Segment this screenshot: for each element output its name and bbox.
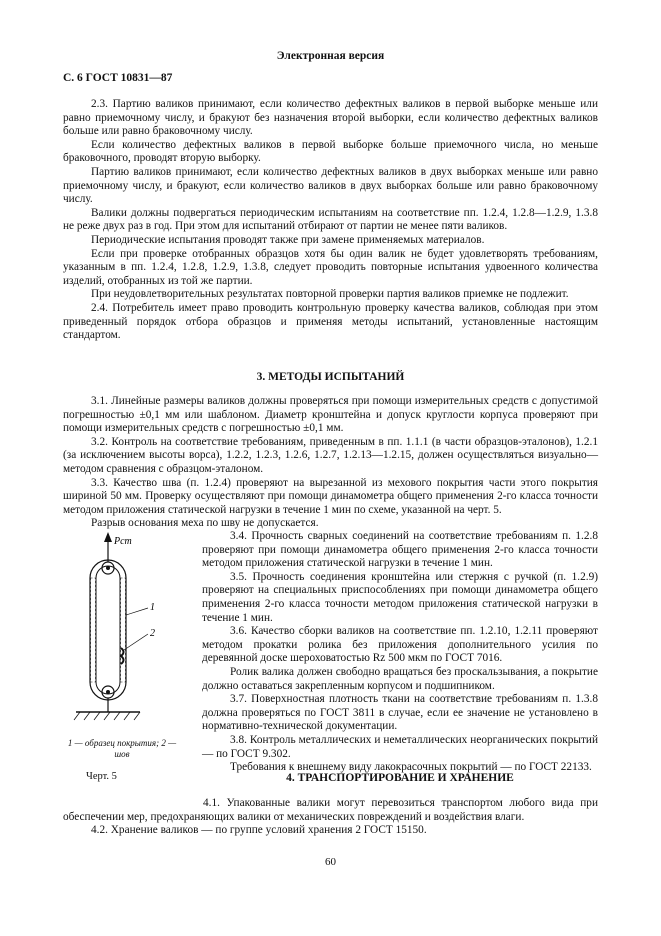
figure-label-2: 2 [150,628,155,639]
figure-caption: 1 — образец покрытия; 2 — шов [67,738,177,759]
paragraph: 4.2. Хранение валиков — по группе условий хранения 2 ГОСТ 15150. [91,824,427,837]
paragraph: Валики должны подвергаться периодическим испытаниям на соответствие пп. 1.2.4, 1.2.8—1.2.9, 1.3.8 не реже двух раз в год. При этом для испытаний отбирают от партии не менее пяти валиков. [63,206,598,233]
section3-title: 3. МЕТОДЫ ИСПЫТАНИЙ [256,371,405,383]
page-number: 60 [325,856,336,868]
header-page-ref: С. 6 ГОСТ 10831—87 [63,72,173,84]
section3-right-column [202,530,598,775]
paragraph: Партию валиков принимают, если количество дефектных валиков в двух выборках меньше или равно приемочному числу, и бракуют, если количество валиков в двух выборках больше или равно браковочному числу. [63,165,598,206]
figure-label-1: 1 [150,602,155,613]
paragraph: 3.7. Поверхностная плотность ткани на соответствие требованиям п. 1.3.8 должна проверяться по ГОСТ 3811 в случае, если ее значение не установлено в нормативно-технической документации. [202,693,598,733]
paragraph: 3.1. Линейные размеры валиков должны проверяться при помощи измерительных средств с допустимой погрешностью ±0,1 мм или шаблоном. Диаметр кронштейна и допуск круглости корпуса проверяют при помощи измерительных средств с погрешностью ±0,1 мм. [63,395,598,435]
paragraph: 3.3. Качество шва (п. 1.2.4) проверяют на вырезанной из мехового покрытия части этого покрытия шириной 50 мм. Проверку осуществляют при помощи динамометра общего применения 2-го класса точности методом приложения статической нагрузки в течение 1 мин по схеме, указанной на черт. 5. [63,476,598,516]
section2-body [63,98,598,343]
section3-body [63,395,598,531]
paragraph: Разрыв основания меха по шву не допускается. [91,517,319,530]
section4-body [63,797,598,838]
paragraph: Если при проверке отобранных образцов хотя бы один валик не будет удовлетворять требованиям, указанным в пп. 1.2.4, 1.2.8, 1.2.9, 1.3.8, следует проводить повторные испытания удвоенного количества изделий, отобранных из той же партии. [63,247,598,287]
paragraph: Требования к внешнему виду лакокрасочных покрытий — по ГОСТ 22133. [230,761,592,774]
paragraph: 3.8. Контроль металлических и неметаллических неорганических покрытий — по ГОСТ 9.302. [202,733,598,760]
paragraph: Ролик валика должен свободно вращаться без проскальзывания, а покрытие должно оставаться закрепленным корпусом и подшипником. [202,665,598,692]
paragraph: Периодические испытания проводят также при замене применяемых материалов. [91,233,485,246]
paragraph: 4.1. Упакованные валики могут перевозиться транспортом любого вида при обеспечении мер, предохраняющих валики от механических повреждений и воздействия влаги. [63,797,598,823]
figure-number: Черт. 5 [86,771,117,782]
header-electronic-version: Электронная версия [276,50,385,62]
paragraph: При неудовлетворительных результатах повторной проверки партия валиков приемке не подлежит. [91,288,569,301]
paragraph: 3.6. Качество сборки валиков на соответствие пп. 1.2.10, 1.2.11 проверяют методом прокатки ролика без приложения дополнительного усилия по деревянной доске шероховатостью Rz 500 мкм по ГОСТ 7016. [202,625,598,665]
paragraph: 3.4. Прочность сварных соединений на соответствие требованиям п. 1.2.8 проверяют при помощи динамометра общего применения 2-го класса точности методом приложения статической нагрузки в течение 1 мин. [202,530,598,570]
test-scheme-figure [66,530,196,730]
paragraph: 2.3. Партию валиков принимают, если количество дефектных валиков в первой выборке меньше или равно приемочному числу, и бракуют без назначения второй выборки, если количество дефектных валиков больше или равно браковочному числу. [63,98,598,138]
section4-title: 4. ТРАНСПОРТИРОВАНИЕ И ХРАНЕНИЕ [286,772,514,784]
paragraph: 3.5. Прочность соединения кронштейна или стержня с ручкой (п. 1.2.9) проверяют на специальных приспособлениях при помощи динамометра общего применения 2-го класса точности методом приложения статической нагрузки в течение 1 мин. [202,570,598,624]
paragraph: 2.4. Потребитель имеет право проводить контрольную проверку качества валиков, соблюдая при этом приведенный порядок отбора образцов и применяя методы испытаний, установленные настоящим стандартом. [63,301,598,342]
force-label: Pст [114,536,132,547]
paragraph: Если количество дефектных валиков в первой выборке больше приемочного числа, но меньше браковочного, проводят вторую выборку. [63,138,598,165]
paragraph: 3.2. Контроль на соответствие требованиям, приведенным в пп. 1.1.1 (в части образцов-эталонов), 1.2.1 (за исключением высоты ворса), 1.2.2, 1.2.3, 1.2.6, 1.2.7, 1.2.13—1.2.15, должен осуществляться визуально—методом сравнения с образцом-эталоном. [63,435,598,475]
